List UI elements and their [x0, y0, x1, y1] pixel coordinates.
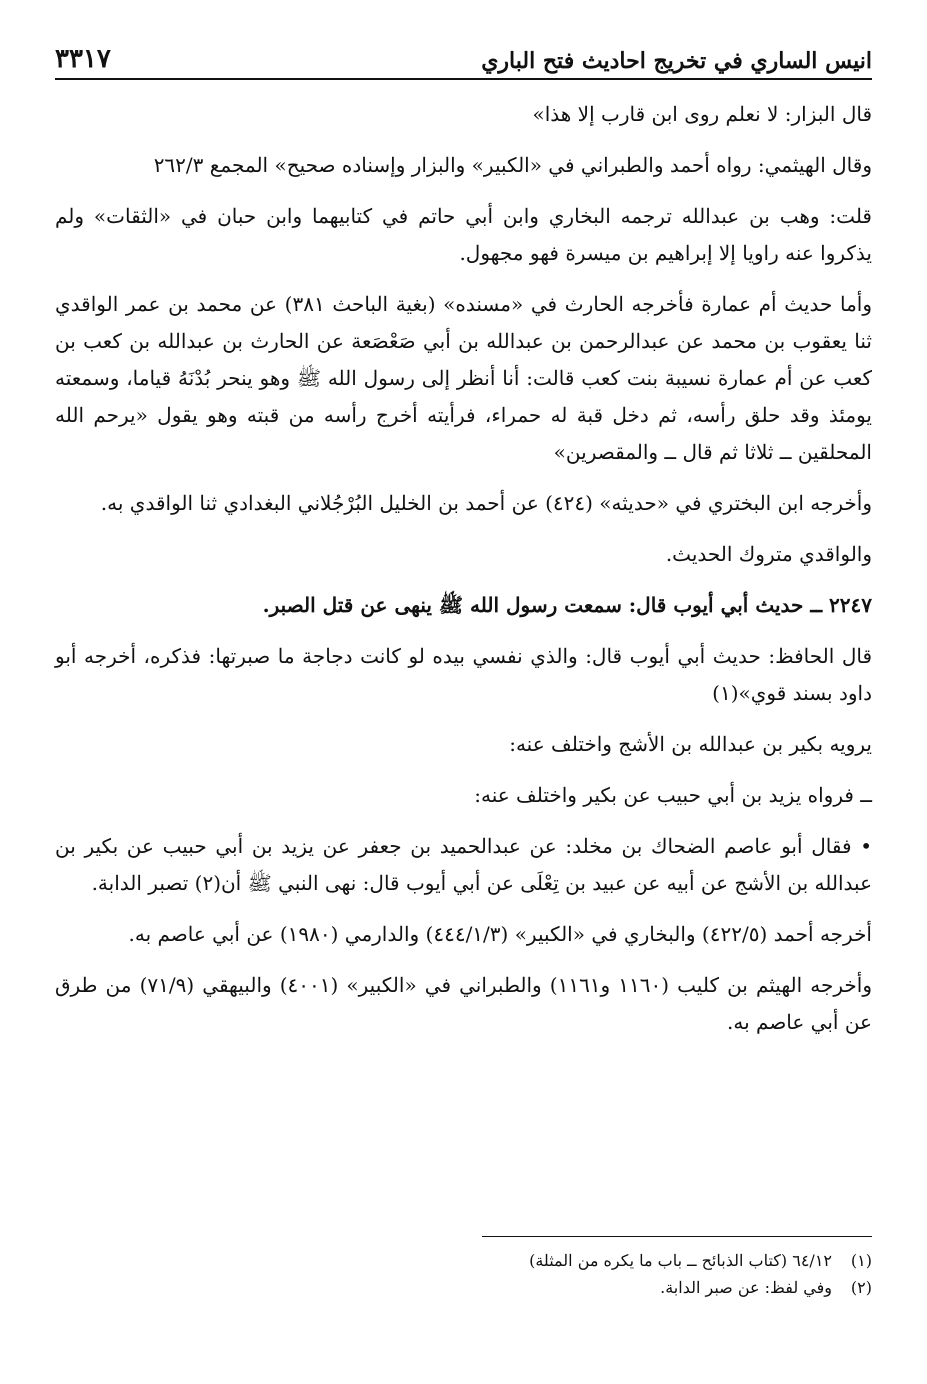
paragraph: • فقال أبو عاصم الضحاك بن مخلد: عن عبدالحميد بن جعفر عن يزيد بن أبي حبيب عن بكير بن عبدالله بن الأشج عن أبيه عن عبيد بن تِعْلَى عن أبي أيوب قال: نهى النبي ﷺ أن(٢) تصبر الدابة.	[55, 834, 872, 895]
paragraph: قال البزار: لا نعلم روى ابن قارب إلا هذا»	[532, 102, 872, 126]
page-header	[55, 30, 872, 80]
paragraph: قلت: وهب بن عبدالله ترجمه البخاري وابن أبي حاتم في كتابيهما وابن حبان في «الثقات» ولم يذكروا عنه راويا إلا إبراهيم بن ميسرة فهو مجهول.	[55, 204, 872, 265]
paragraph: قال الحافظ: حديث أبي أيوب قال: والذي نفسي بيده لو كانت دجاجة ما صبرتها: فذكره، أخرجه أبو داود بسند قوي»(١)	[55, 644, 872, 705]
paragraph: ــ فرواه يزيد بن أبي حبيب عن بكير واختلف عنه:	[474, 783, 872, 807]
running-title: انيس الساري في تخريج احاديث فتح الباري	[481, 48, 872, 74]
footnote-text: ٦٤/١٢ (كتاب الذبائح ــ باب ما يكره من المثلة)	[529, 1251, 832, 1270]
footnote-text: وفي لفظ: عن صبر الدابة.	[660, 1278, 832, 1297]
paragraph: والواقدي متروك الحديث.	[665, 542, 872, 566]
footnotes	[482, 1236, 872, 1301]
footnote-mark: (٢)	[850, 1278, 872, 1297]
paragraph: وقال الهيثمي: رواه أحمد والطبراني في «الكبير» والبزار وإسناده صحيح» المجمع ٢٦٢/٣	[153, 153, 872, 177]
page-number: ٣٣١٧	[55, 44, 111, 74]
footnote	[482, 1247, 872, 1274]
hadith-heading: ٢٢٤٧ ــ حديث أبي أيوب قال: سمعت رسول الله ﷺ ينهى عن قتل الصبر.	[262, 593, 872, 617]
footnote-mark: (١)	[850, 1251, 872, 1270]
footnote	[482, 1274, 872, 1301]
paragraph: وأخرجه ابن البختري في «حديثه» (٤٢٤) عن أحمد بن الخليل البُرْجُلاني البغدادي ثنا الواقدي به.	[100, 491, 872, 515]
paragraph: وأما حديث أم عمارة فأخرجه الحارث في «مسنده» (بغية الباحث ٣٨١) عن محمد بن عمر الواقدي ثنا يعقوب بن محمد عن عبدالرحمن بن عبدالله بن أبي صَعْصَعة عن الحارث بن عبدالله بن كعب بن كعب عن أم عمارة نسيبة بنت كعب قالت: أنا أنظر إلى رسول الله ﷺ وهو ينحر بُدْنَهُ قياما، وسمعته يومئذ وقد حلق رأسه، ثم دخل قبة له حمراء، فرأيته أخرج رأسه من قبته وهو يقول «يرحم الله المحلقين ــ ثلاثا ثم قال ــ والمقصرين»	[55, 292, 872, 464]
paragraph: يرويه بكير بن عبدالله بن الأشج واختلف عنه:	[509, 732, 872, 756]
paragraph: أخرجه أحمد (٤٢٢/٥) والبخاري في «الكبير» (٤٤٤/١/٣) والدارمي (١٩٨٠) عن أبي عاصم به.	[128, 922, 872, 946]
paragraph: وأخرجه الهيثم بن كليب (١١٦٠ و١١٦١) والطبراني في «الكبير» (٤٠٠١) والبيهقي (٧١/٩) من طرق عن أبي عاصم به.	[55, 973, 872, 1034]
main-text	[55, 96, 872, 1055]
